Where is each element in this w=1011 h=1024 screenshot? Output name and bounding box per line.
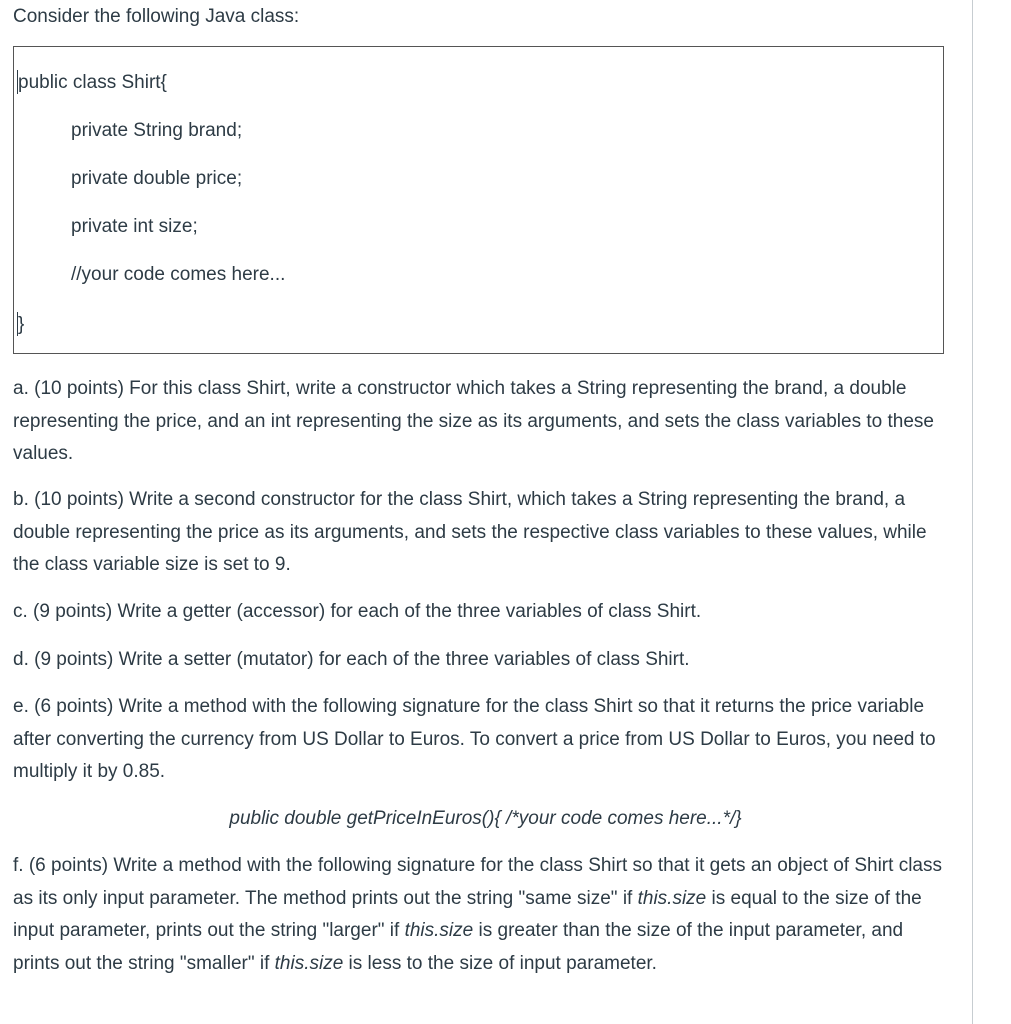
question-f xyxy=(13,850,953,980)
this-size-ref-3: this.size xyxy=(274,952,344,974)
question-d: d. (9 points) Write a setter (mutator) for each of the three variables of class Shirt. xyxy=(13,649,690,670)
question-f-part3: is greater than the size of the input parameter, and prints out the string "smaller" if xyxy=(13,920,904,974)
code-field-brand: private String brand; xyxy=(71,120,243,141)
question-b: b. (10 points) Write a second constructor for the class Shirt, which takes a String representing the brand, a double representing the price as its arguments, and sets the respective class variables to these values, while the class variable size is set to 9. xyxy=(13,489,927,575)
page-right-border xyxy=(972,0,973,1024)
intro-text: Consider the following Java class: xyxy=(13,6,300,27)
question-f-part4: is less to the size of input parameter. xyxy=(343,952,657,974)
code-class-close: } xyxy=(18,314,25,335)
this-size-ref-1: this.size xyxy=(637,887,707,909)
question-f-part2: is equal to the size of the input parameter, prints out the string "larger" if xyxy=(13,887,922,941)
this-size-ref-2: this.size xyxy=(404,920,474,941)
question-f-part1: f. (6 points) Write a method with the following signature for the class Shirt so that it gets an object of Shirt class as its only input parameter. The method prints out the string "same size" if xyxy=(13,855,942,909)
question-c: c. (9 points) Write a getter (accessor) for each of the three variables of class Shirt. xyxy=(13,601,702,622)
question-a: a. (10 points) For this class Shirt, write a constructor which takes a String representing the brand, a double representing the price, and an int representing the size as its arguments, and sets the class variables to these values. xyxy=(13,378,934,464)
code-class-declaration: public class Shirt{ xyxy=(18,72,167,93)
method-signature: public double getPriceInEuros(){ /*your code comes here...*/} xyxy=(229,808,742,829)
code-field-price: private double price; xyxy=(71,168,243,189)
code-comment: //your code comes here... xyxy=(71,264,286,285)
code-block xyxy=(13,46,944,354)
code-field-size: private int size; xyxy=(71,216,198,237)
question-e: e. (6 points) Write a method with the following signature for the class Shirt so that it returns the price variable after converting the currency from US Dollar to Euros. To convert a price from US Dollar to Euros, you need to multiply it by 0.85. xyxy=(13,696,936,782)
